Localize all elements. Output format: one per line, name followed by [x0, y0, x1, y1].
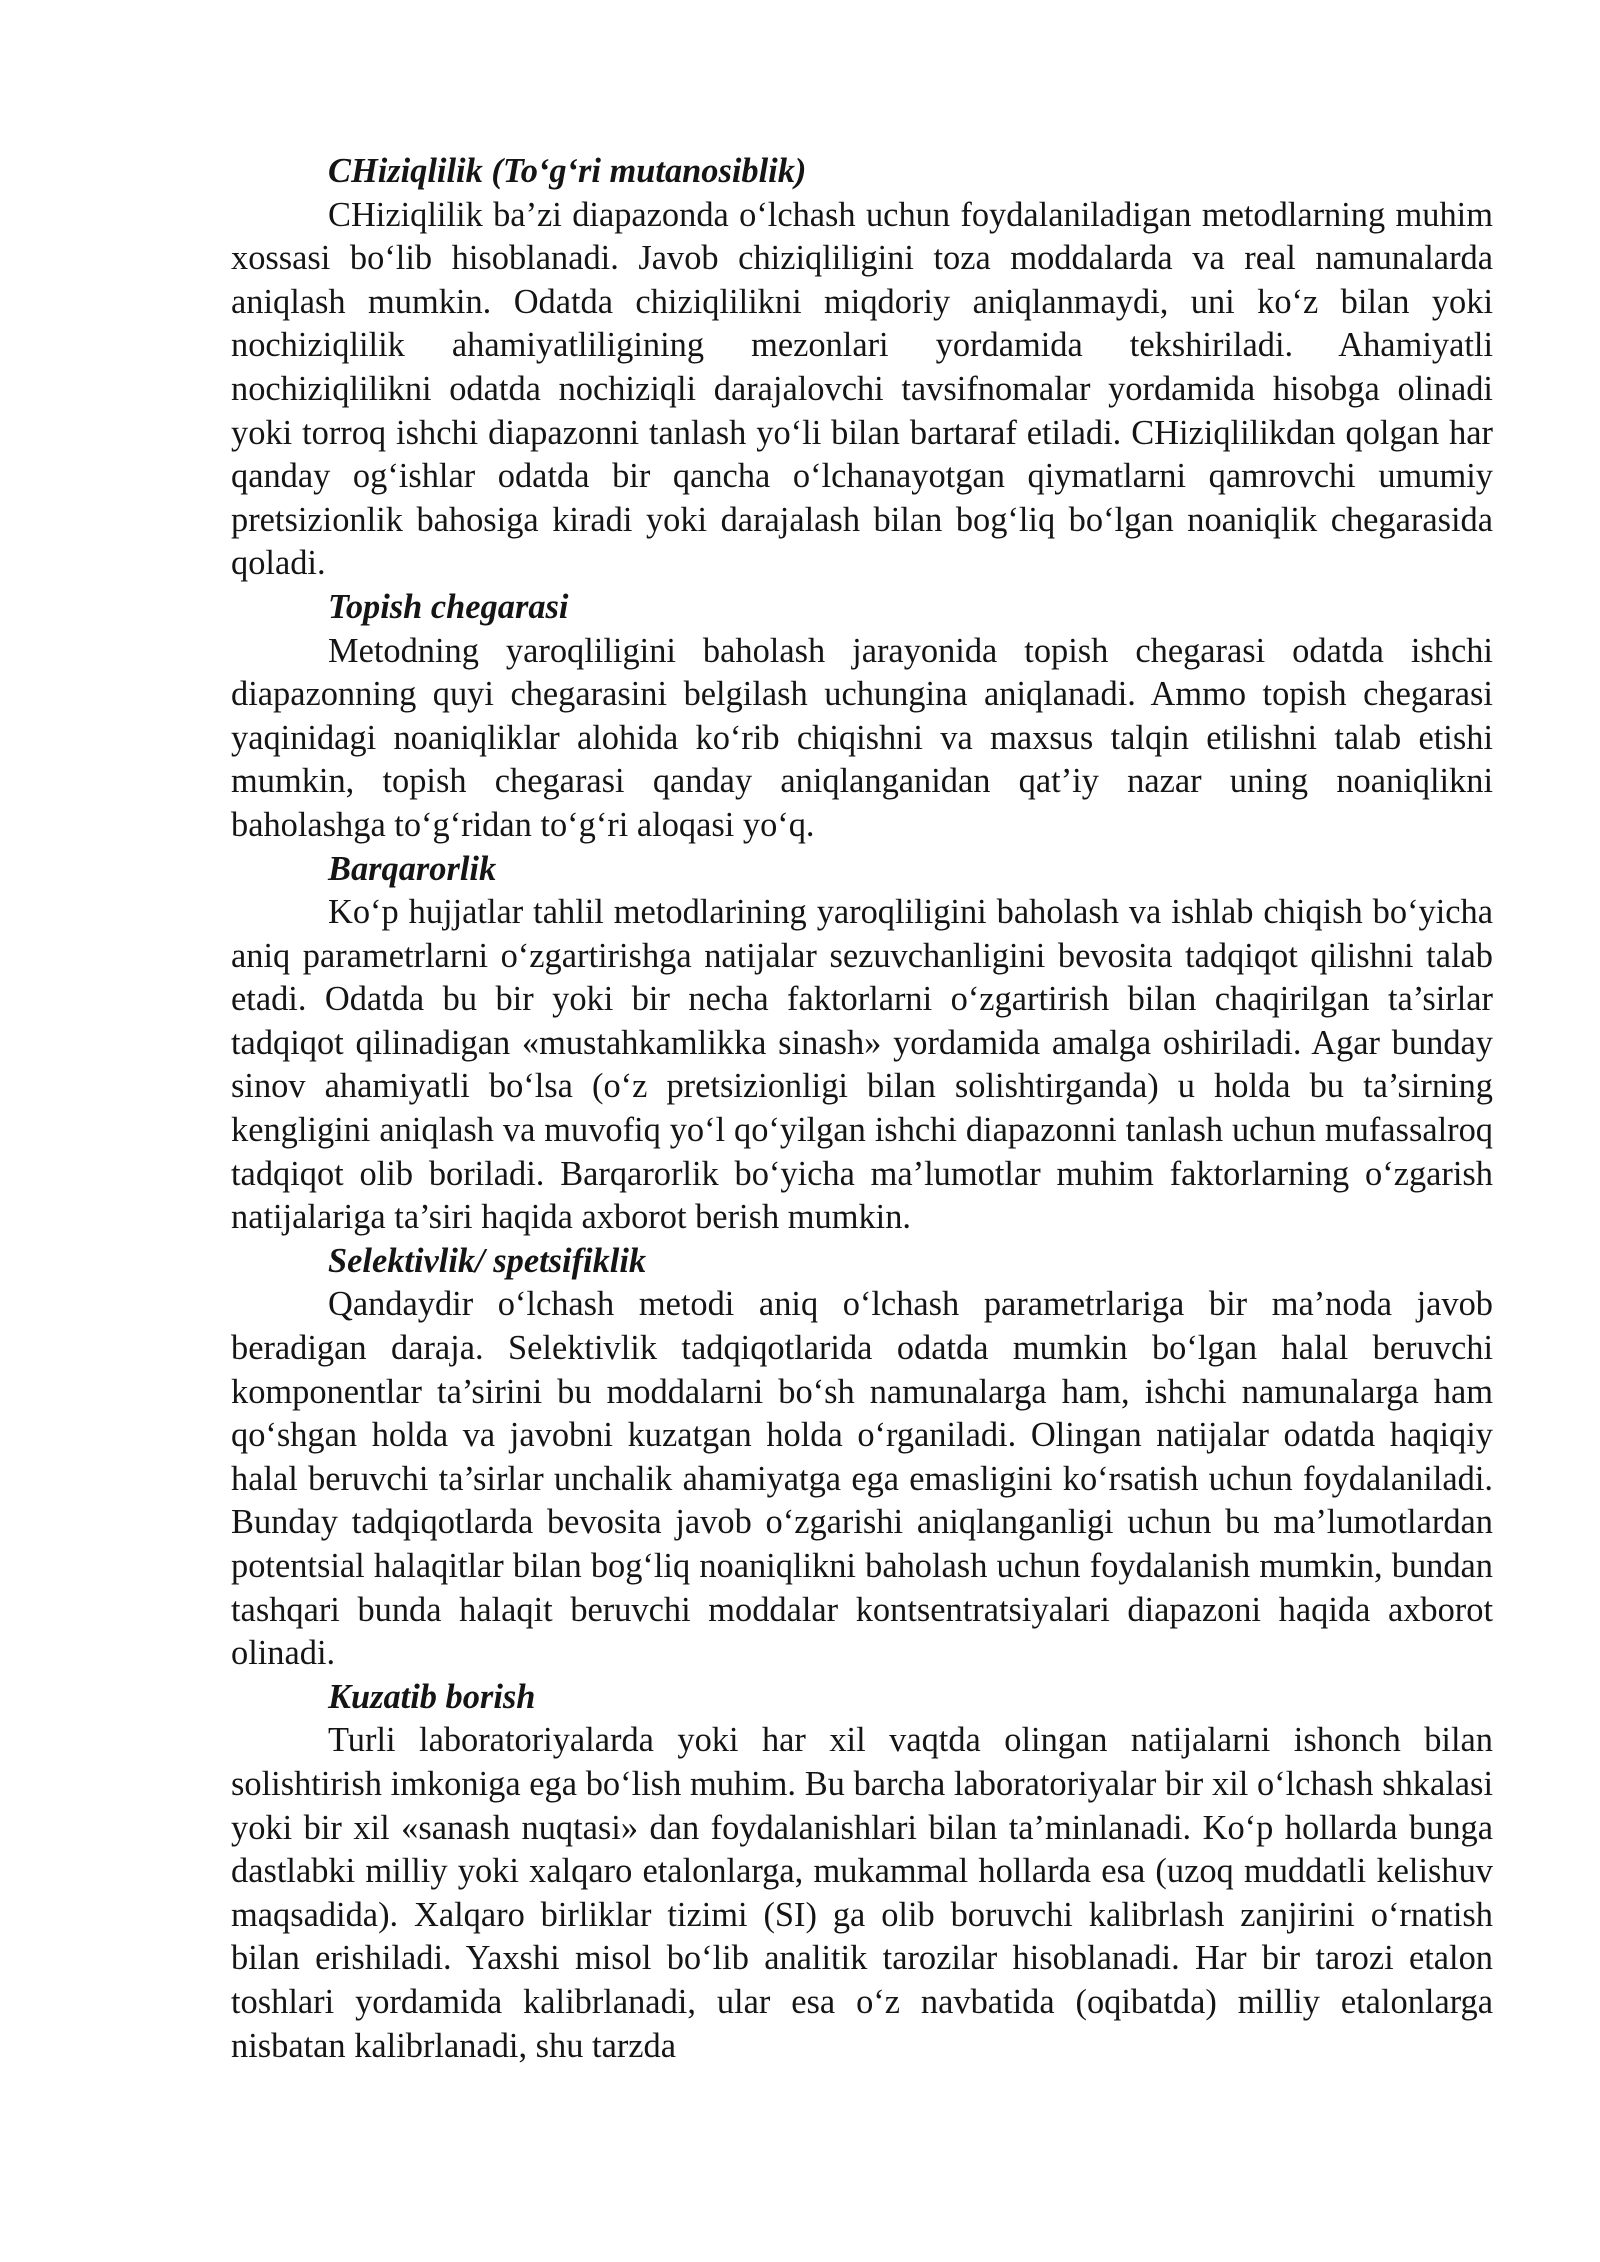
section-heading-chiziqlilik: CHiziqlilik (To‘g‘ri mutanosiblik): [328, 152, 807, 190]
section-heading-barqarorlik: Barqarorlik: [328, 849, 497, 888]
section-heading-kuzatib-borish: Kuzatib borish: [328, 1677, 536, 1716]
section-heading-selektivlik: Selektivlik/ spetsifiklik: [328, 1241, 647, 1280]
section-heading-topish-chegarasi: Topish chegarasi: [328, 587, 569, 626]
section-body-topish-chegarasi: Metodning yaroqliligini baholash jarayonida topish chegarasi odatda ishchi diapazonning quyi chegarasini belgilash uchungina aniqlanadi. Ammo topish chegarasi yaqinidagi noaniqliklar alohida ko‘rib chiqishni va maxsus talqin etilishni talab etishi mumkin, topish chegarasi qanday aniqlanganidan qat’iy nazar uning noaniqlikni baholashga to‘g‘ridan to‘g‘ri aloqasi yo‘q.: [231, 631, 1493, 844]
section-body-barqarorlik: Ko‘p hujjatlar tahlil metodlarining yaroqliligini baholash va ishlab chiqish bo‘yicha aniq parametrlarni o‘zgartirishga natijalar sezuvchanligini bevosita tadqiqot qilishni talab etadi. Odatda bu bir yoki bir necha faktorlarni o‘zgartirish bilan chaqirilgan ta’sirlar tadqiqot qilinadigan «mustahkamlikka sinash» yordamida amalga oshiriladi. Agar bunday sinov ahamiyatli bo‘lsa (o‘z pretsizionligi bilan solishtirganda) u holda bu ta’sirning kengligini aniqlash va muvofiq yo‘l qo‘yilgan ishchi diapazonni tanlash uchun mufassalroq tadqiqot olib boriladi. Barqarorlik bo‘yicha ma’lumotlar muhim faktorlarning o‘zgarish natijalariga ta’siri haqida axborot berish mumkin.: [231, 893, 1493, 1237]
document-page: [231, 150, 1493, 2068]
section-body-selektivlik: Qandaydir o‘lchash metodi aniq o‘lchash parametrlariga bir ma’noda javob beradigan daraja. Selektivlik tadqiqotlarida odatda mumkin bo‘lgan halal beruvchi komponentlar ta’sirini bu moddalarni bo‘sh namunalarga ham, ishchi namunalarga ham qo‘shgan holda va javobni kuzatgan holda o‘rganiladi. Olingan natijalar odatda haqiqiy halal beruvchi ta’sirlar unchalik ahamiyatga ega emasligini ko‘rsatish uchun foydalaniladi. Bunday tadqiqotlarda bevosita javob o‘zgarishi aniqlanganligi uchun bu ma’lumotlardan potentsial halaqitlar bilan bog‘liq noaniqlikni baholash uchun foydalanish mumkin, bundan tashqari bunda halaqit beruvchi moddalar kontsentratsiyalari diapazoni haqida axborot olinadi.: [231, 1285, 1493, 1673]
section-body-chiziqlilik: CHiziqlilik ba’zi diapazonda o‘lchash uchun foydalaniladigan metodlarning muhim xossasi bo‘lib hisoblanadi. Javob chiziqliligini toza moddalarda va real namunalarda aniqlash mumkin. Odatda chiziqlilikni miqdoriy aniqlanmaydi, uni ko‘z bilan yoki nochiziqlilik ahamiyatliligining mezonlari yordamida tekshiriladi. Ahamiyatli nochiziqlilikni odatda nochiziqli darajalovchi tavsifnomalar yordamida hisobga olinadi yoki torroq ishchi diapazonni tanlash yo‘li bilan bartaraf etiladi. CHiziqlilikdan qolgan har qanday og‘ishlar odatda bir qancha o‘lchanayotgan qiymatlarni qamrovchi umumiy pretsizionlik bahosiga kiradi yoki darajalash bilan bog‘liq bo‘lgan noaniqlik chegarasida qoladi.: [231, 195, 1493, 583]
section-body-kuzatib-borish: Turli laboratoriyalarda yoki har xil vaqtda olingan natijalarni ishonch bilan solishtirish imkoniga ega bo‘lish muhim. Bu barcha laboratoriyalar bir xil o‘lchash shkalasi yoki bir xil «sanash nuqtasi» dan foydalanishlari bilan ta’minlanadi. Ko‘p hollarda bunga dastlabki milliy yoki xalqaro etalonlarga, mukammal hollarda esa (uzoq muddatli kelishuv maqsadida). Xalqaro birliklar tizimi (SI) ga olib boruvchi kalibrlash zanjirini o‘rnatish bilan erishiladi. Yaxshi misol bo‘lib analitik tarozilar hisoblanadi. Har bir tarozi etalon toshlari yordamida kalibrlanadi, ular esa o‘z navbatida (oqibatda) milliy etalonlarga nisbatan kalibrlanadi, shu tarzda: [231, 1721, 1493, 2065]
